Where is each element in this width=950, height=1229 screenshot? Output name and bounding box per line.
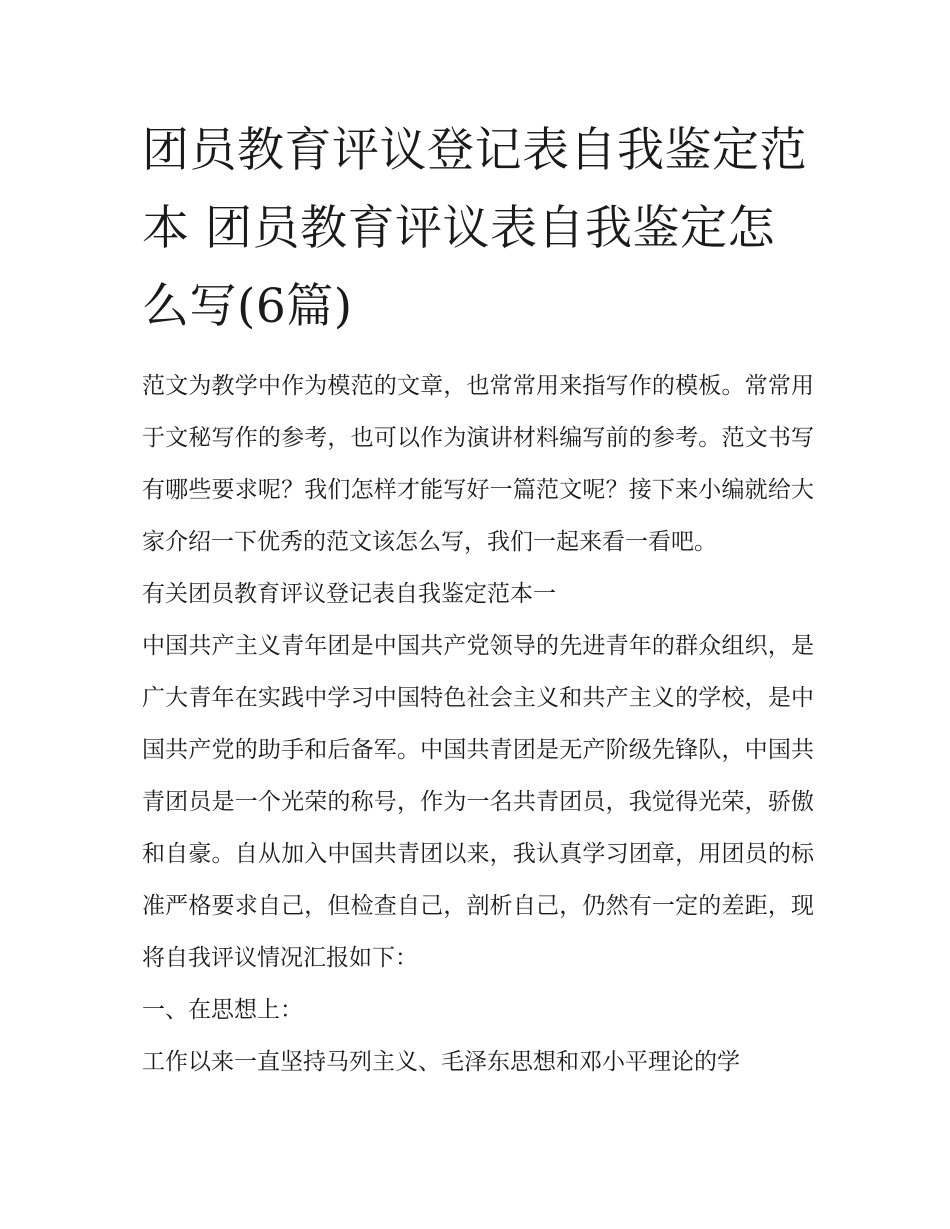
subsection-heading-ideology: 一、在思想上： <box>142 997 303 1023</box>
document-page <box>142 112 814 1088</box>
document-title: 团员教育评议登记表自我鉴定范本 团员教育评议表自我鉴定怎么写(6篇) <box>142 123 807 334</box>
document-body <box>142 360 814 1088</box>
section-heading-1: 有关团员教育评议登记表自我鉴定范本一 <box>142 581 556 607</box>
body-paragraph-2: 工作以来一直坚持马列主义、毛泽东思想和邓小平理论的学 <box>142 1049 740 1075</box>
body-paragraph-1: 中国共产主义青年团是中国共产党领导的先进青年的群众组织，是广大青年在实践中学习中国特色社会主义和共产主义的学校，是中国共产党的助手和后备军。中国共青团是无产阶级先锋队，中国共青团员是一个光荣的称号，作为一名共青团员，我觉得光荣，骄傲和自豪。自从加入中国共青团以来，我认真学习团章，用团员的标准严格要求自己，但检查自己，剖析自己，仍然有一定的差距，现将自我评议情况汇报如下： <box>142 633 814 971</box>
intro-paragraph: 范文为教学中作为模范的文章，也常常用来指写作的模板。常常用于文秘写作的参考，也可以作为演讲材料编写前的参考。范文书写有哪些要求呢？我们怎样才能写好一篇范文呢？接下来小编就给大家介绍一下优秀的范文该怎么写，我们一起来看一看吧。 <box>142 373 814 555</box>
